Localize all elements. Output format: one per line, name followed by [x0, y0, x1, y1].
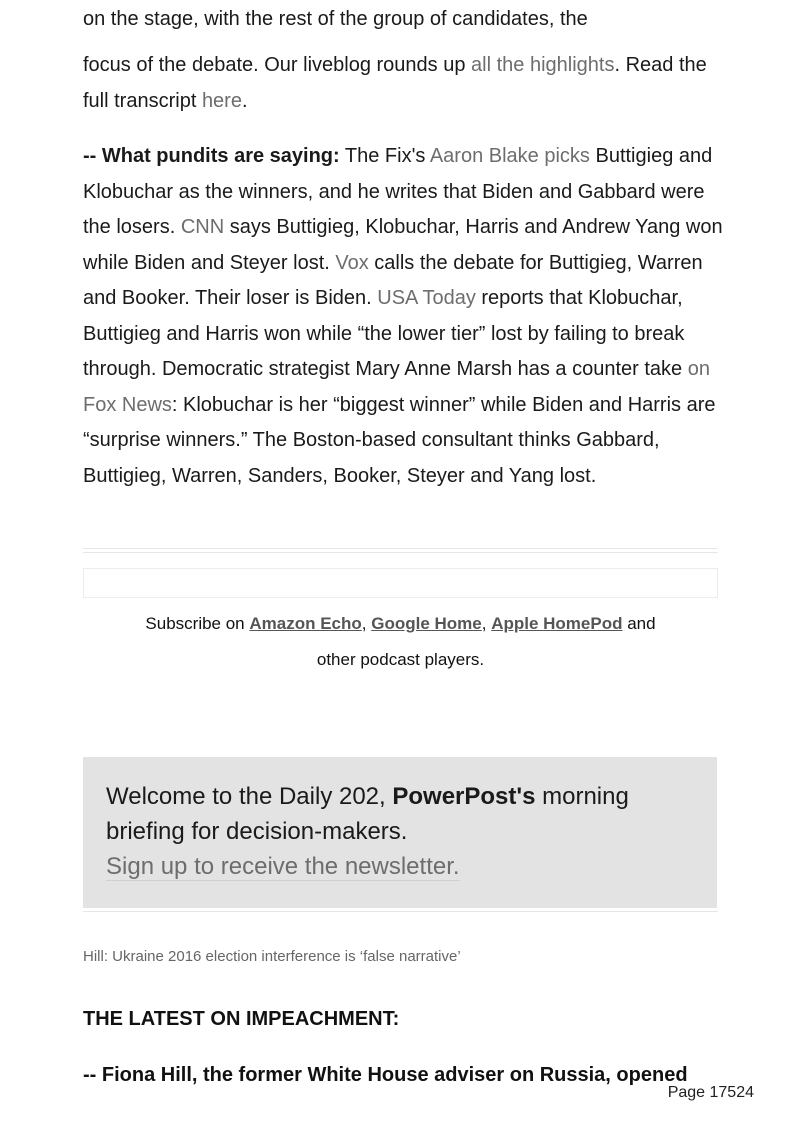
divider	[83, 548, 718, 549]
section-heading: THE LATEST ON IMPEACHMENT:	[83, 1008, 400, 1030]
cnn-link[interactable]: CNN	[180, 216, 225, 238]
powerpost-name: PowerPost's	[392, 783, 536, 810]
highlights-link[interactable]: all the highlights	[471, 54, 615, 76]
newsletter-promo-text	[106, 779, 686, 884]
text-run: morning briefing for decision-makers.	[106, 783, 629, 845]
text-run: .	[241, 89, 248, 112]
newsletter-promo-box	[83, 757, 717, 908]
text-run: The Fix's	[339, 145, 430, 167]
page-number: Page 17524	[667, 1084, 754, 1101]
text-run: : Klobuchar is her “biggest winner” while Biden and Harris are “surprise winners.” The Boston-based consultant thinks Gabbard, Buttigieg, Warren, Sanders, Booker, Steyer and Yang lost.	[83, 393, 716, 487]
pundits-paragraph	[83, 139, 723, 494]
usa-today-link[interactable]: USA Today	[377, 287, 476, 309]
divider	[83, 911, 718, 912]
text-run: calls the debate for Buttigieg, Warren and Booker. Their loser is Biden.	[83, 251, 703, 309]
fox-news-link[interactable]: on Fox News	[83, 358, 710, 416]
transcript-link[interactable]: here	[201, 89, 242, 112]
text-run: says Buttigieg, Klobuchar, Harris and Andrew Yang won while Biden and Steyer lost.	[83, 216, 723, 274]
text-run: and	[622, 614, 656, 633]
podcast-subscribe-line	[83, 606, 718, 642]
divider	[83, 552, 718, 553]
debate-summary-paragraph	[83, 48, 723, 119]
text-run: . Read the	[614, 54, 707, 76]
text-run: focus of the debate. Our liveblog rounds up	[83, 54, 472, 76]
apple-homepod-link[interactable]: Apple HomePod	[491, 614, 623, 633]
amazon-echo-link[interactable]: Amazon Echo	[249, 614, 362, 633]
podcast-subscribe-line-2: other podcast players.	[316, 650, 485, 669]
text-run: ,	[481, 614, 492, 633]
aaron-blake-link[interactable]: Aaron Blake picks	[429, 145, 590, 167]
cut-off-text: on the stage, with the rest of the group of candidates, the	[83, 8, 588, 30]
google-home-link[interactable]: Google Home	[371, 614, 482, 633]
text-run: reports that Klobuchar, Buttigieg and Harris won while “the lower tier” lost by failing to break through. Democratic strategist Mary Anne Marsh has a counter take	[83, 287, 688, 380]
pundits-lead: -- What pundits are saying:	[83, 145, 340, 167]
fiona-hill-paragraph-start: -- Fiona Hill, the former White House adviser on Russia, opened	[83, 1064, 688, 1086]
text-run: Subscribe on	[145, 614, 250, 633]
cut-off-text-line	[83, 8, 718, 30]
video-caption: Hill: Ukraine 2016 election interference is ‘false narrative’	[83, 948, 461, 965]
embed-placeholder	[83, 568, 718, 598]
vox-link[interactable]: Vox	[335, 251, 369, 274]
text-run: ,	[361, 614, 372, 633]
text-run: Buttigieg and Klobuchar as the winners, and he writes that Biden and Gabbard were the losers.	[83, 145, 713, 238]
newsletter-signup-link[interactable]: Sign up to receive the newsletter.	[106, 853, 460, 880]
text-run: full transcript	[83, 89, 202, 112]
text-run: Welcome to the Daily 202,	[106, 783, 393, 810]
